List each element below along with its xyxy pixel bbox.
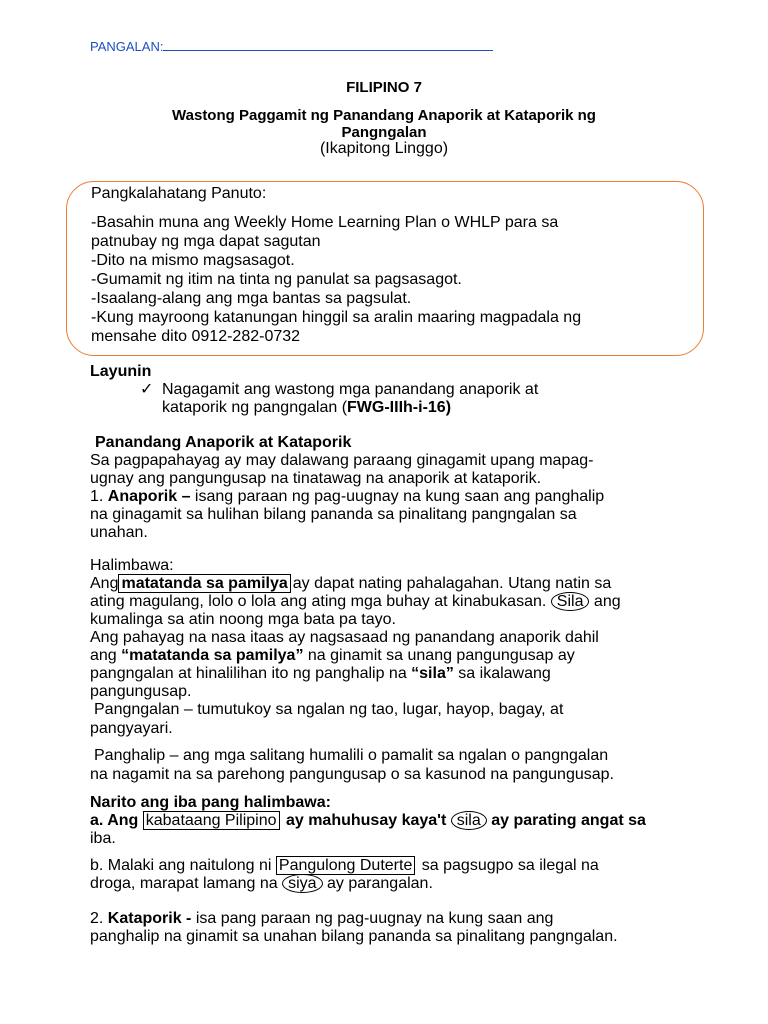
example-a-cont: iba. — [90, 830, 116, 847]
instructions-box — [66, 181, 704, 356]
circled-pronoun: Sila — [551, 592, 590, 611]
example-text: droga, marapat lamang na — [90, 875, 283, 892]
example-text: Ang — [90, 575, 119, 592]
instruction-line: -Kung mayroong katanungan hinggil sa aralin maaring magpadala ng — [91, 309, 582, 326]
example-sentence-3: kumalinga sa atin noong mga bata pa tayo. — [90, 611, 396, 628]
boxed-noun: kabataang Pilipino — [143, 811, 280, 830]
example-text: ay parating angat sa — [486, 812, 646, 829]
example-text: ating magulang, lolo o lola ang ating mga buhay at kinabukasan. — [90, 593, 547, 610]
example-text: ay parangalan. — [322, 875, 433, 892]
lesson-title-line-2: Pangngalan — [341, 124, 427, 141]
anaporik-number: 1. — [90, 488, 108, 505]
explanation-line-1: Ang pahayag na nasa itaas ay nagsasaad ng panandang anaporik dahil — [90, 629, 599, 646]
halimbawa-label: Halimbawa: — [90, 557, 174, 574]
name-label: PANGALAN: — [90, 39, 164, 54]
week-label: (Ikapitong Linggo) — [319, 140, 449, 157]
kataporik-section — [90, 910, 618, 946]
definition-text: ang mga salitang humalili o pamalit sa ngalan o pangngalan — [178, 747, 609, 764]
example-text: ay mahuhusay kaya't — [281, 812, 451, 829]
kataporik-def-2: panghalip na ginamit sa unahan bilang pananda sa pinalitang pangngalan. — [90, 928, 618, 945]
instruction-line: patnubay ng mga dapat sagutan — [91, 233, 321, 250]
intro-line-2: ugnay ang pangungusap na tinatawag na anaporik at kataporik. — [90, 470, 542, 487]
intro-line-1: Sa pagpapahayag ay may dalawang paraang ginagamit upang mapag- — [90, 452, 594, 469]
instruction-line: -Isaalang-alang ang mga bantas sa pagsulat. — [91, 290, 412, 307]
checkmark-icon: ✓ — [140, 381, 154, 398]
example-text: a. Ang — [90, 812, 143, 829]
definition-term: Panghalip – — [94, 747, 179, 764]
explanation-text: na ginamit sa unang pangungusap ay — [303, 647, 575, 664]
circled-pronoun: sila — [451, 811, 487, 830]
anaporik-def-1: isang paraan ng pag-uugnay na kung saan ang panghalip — [190, 488, 605, 505]
anaporik-section — [90, 434, 604, 542]
example-text: ang — [593, 593, 621, 610]
kataporik-term: Kataporik - — [107, 910, 192, 927]
example-text: sa pagsugpo sa ilegal na — [417, 857, 599, 874]
layunin-line-1: Nagagamit ang wastong mga panandang anaporik at — [162, 381, 539, 398]
name-field[interactable] — [90, 38, 493, 54]
page-title: FILIPINO 7 — [346, 79, 422, 96]
kataporik-number: 2. — [90, 910, 108, 927]
quoted-pronoun: “sila” — [411, 665, 454, 682]
explanation-text: pangngalan at hinalilihan ito ng panghalip na — [90, 665, 412, 682]
example-text: b. Malaki ang naitulong ni — [90, 857, 276, 874]
halimbawa-section — [90, 557, 621, 784]
circled-pronoun: siya — [282, 874, 322, 893]
example-a — [90, 812, 646, 830]
anaporik-def-2: na ginagamit sa hulihan bilang pananda sa pinalitang pangngalan sa — [90, 506, 577, 523]
instructions-list — [91, 213, 581, 346]
example-b — [90, 857, 646, 875]
more-examples-section — [90, 794, 646, 893]
explanation-line-3 — [90, 665, 621, 683]
section-heading: Panandang Anaporik at Kataporik — [95, 434, 352, 451]
explanation-line-4: pangungusap. — [90, 683, 192, 700]
definition-panghalip — [90, 747, 621, 766]
lesson-title — [0, 107, 768, 141]
layunin-heading: Layunin — [90, 363, 152, 380]
more-examples-heading: Narito ang iba pang halimbawa: — [90, 794, 331, 811]
instruction-line: -Gumamit ng itim na tinta ng panulat sa pagsasagot. — [91, 271, 462, 288]
kataporik-def-1: isa pang paraan ng pag-uugnay na kung saan ang — [191, 910, 554, 927]
quoted-noun: “matatanda sa pamilya” — [121, 647, 304, 664]
definition-pangngalan-cont: pangyayari. — [90, 720, 173, 737]
explanation-line-2 — [90, 647, 621, 665]
instruction-line: -Dito na mismo magsasagot. — [91, 252, 295, 269]
anaporik-def-3: unahan. — [90, 524, 148, 541]
instruction-line: -Basahin muna ang Weekly Home Learning Plan o WHLP para sa — [91, 214, 559, 231]
competency-code: FWG-IIIh-i-16) — [347, 399, 452, 416]
definition-pangngalan — [90, 701, 621, 720]
definition-text: tumutukoy sa ngalan ng tao, lugar, hayop, bagay, at — [192, 701, 564, 718]
name-blank-line[interactable] — [163, 38, 493, 51]
definition-panghalip-cont: na nagamit na sa parehong pangungusap o sa kasunod na pangungusap. — [90, 766, 614, 783]
instruction-line: mensahe dito 0912-282-0732 — [91, 328, 301, 345]
boxed-noun: Pangulong Duterte — [276, 856, 415, 875]
anaporik-definition — [90, 488, 604, 506]
explanation-text: ang — [90, 647, 122, 664]
boxed-noun: matatanda sa pamilya — [118, 574, 290, 593]
example-sentence-2 — [90, 593, 621, 611]
definition-term: Pangngalan – — [94, 701, 193, 718]
layunin-item-cont — [90, 399, 538, 417]
layunin-item — [90, 381, 538, 399]
example-b-cont — [90, 875, 646, 893]
layunin-line-2: kataporik ng pangngalan ( — [162, 399, 348, 416]
kataporik-definition — [90, 910, 618, 928]
instructions-heading: Pangkalahatang Panuto: — [91, 185, 267, 202]
lesson-title-line-1: Wastong Paggamit ng Panandang Anaporik at Kataporik ng — [172, 107, 596, 124]
layunin-section — [90, 363, 538, 417]
example-text: ay dapat nating pahalagahan. Utang natin sa — [292, 575, 612, 592]
anaporik-term: Anaporik – — [107, 488, 191, 505]
example-sentence-1 — [90, 575, 621, 593]
explanation-text: sa ikalawang — [453, 665, 551, 682]
